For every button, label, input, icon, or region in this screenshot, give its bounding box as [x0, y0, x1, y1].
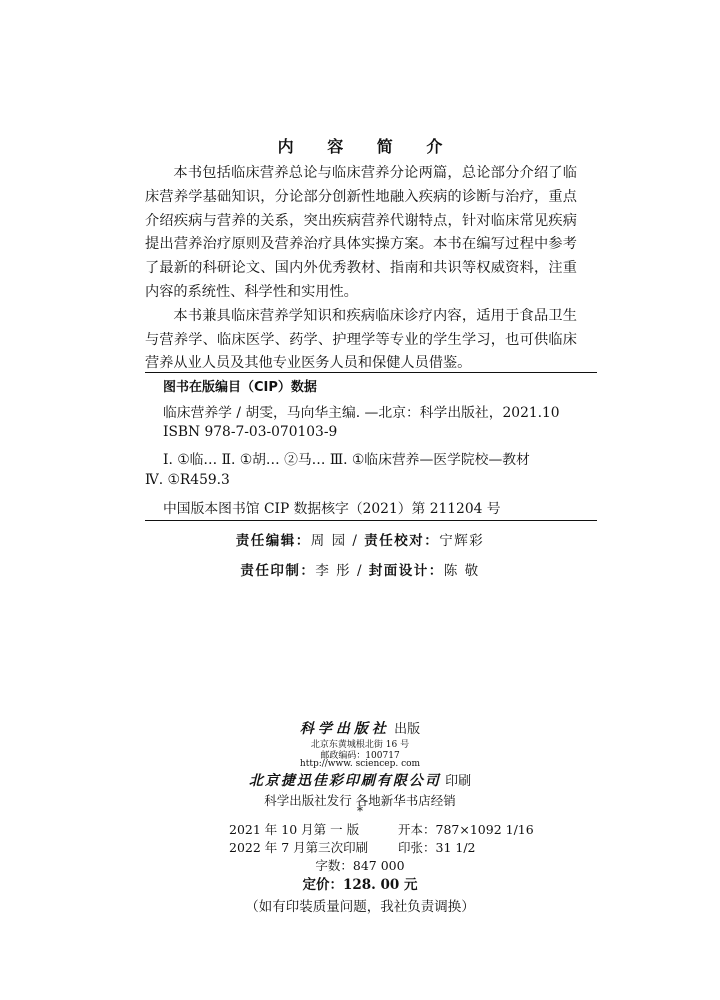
publisher-line	[0, 718, 720, 738]
staff-line-production: 责任印制：李 彤 / 封面设计：陈 敬	[240, 563, 480, 579]
staff-line-editors: 责任编辑：周 园 / 责任校对：宁辉彩	[235, 533, 485, 549]
printing-third: 2022 年 7 月第三次印刷	[229, 840, 369, 855]
intro-paragraph-2: 本书兼具临床营养学知识和疾病临床诊疗内容，适用于食品卫生与营养学、临床医学、药学、护理学等专业的学生学习，也可供临床营养从业人员及其他专业医务人员和保健人员借鉴。	[145, 307, 577, 372]
cip-title-line: 临床营养学 / 胡雯，马向华主编. —北京：科学出版社，2021.10	[163, 405, 560, 421]
intro-paragraph-1: 本书包括临床营养总论与临床营养分论两篇，总论部分介绍了临床营养学基础知识，分论部分创新性地融入疾病的诊断与治疗，重点介绍疾病与营养的关系，突出疾病营养代谢特点，针对临床常见疾病提出营养治疗原则及营养治疗具体实操方案。本书在编写过程中参考了最新的科研论文、国内外优秀教材、指南和共识等权威资料，注重内容的系统性、科学性和实用性。	[145, 165, 577, 300]
cover-name: 陈 敬	[443, 563, 480, 579]
proof-name: 宁辉彩	[439, 533, 485, 549]
quality-note: （如有印装质量问题，我社负责调换）	[245, 899, 475, 915]
price-line	[0, 873, 720, 893]
cip-top-rule	[145, 372, 597, 373]
editor-name: 周 园	[310, 533, 347, 549]
distribution-line: 科学出版社发行 各地新华书店经销	[264, 793, 456, 808]
cip-bottom-rule	[145, 520, 597, 521]
cip-record-number: 中国版本图书馆 CIP 数据核字（2021）第 211204 号	[163, 501, 501, 517]
publisher-postcode: 邮政编码：100717	[320, 751, 400, 761]
edition-first: 2021 年 10 月第 一 版	[229, 822, 360, 837]
editor-label: 责任编辑：	[235, 533, 311, 549]
proof-label: 责任校对：	[364, 533, 440, 549]
printer-company: 北京捷迅佳彩印刷有限公司	[248, 773, 441, 789]
intro-text	[145, 162, 577, 376]
page-title: 内 容 简 介	[277, 137, 457, 156]
word-count: 字数：847 000	[315, 858, 405, 873]
print-label: 责任印制：	[240, 563, 316, 579]
printer-line	[0, 770, 720, 790]
cip-heading: 图书在版编目（CIP）数据	[163, 380, 317, 395]
publisher-url: http://www. sciencep. com	[299, 759, 421, 769]
publisher-address: 北京东黄城根北街 16 号	[310, 740, 410, 750]
price-value: 128. 00 元	[342, 877, 418, 893]
publisher-name: 科学出版社	[299, 721, 390, 737]
printer-name: 李 彤	[315, 563, 352, 579]
publisher-suffix: 出版	[394, 722, 421, 737]
cover-label: 封面设计：	[368, 563, 444, 579]
printer-suffix: 印刷	[445, 774, 472, 789]
price-label: 定价：	[302, 877, 343, 893]
cip-isbn: ISBN 978-7-03-070103-9	[163, 424, 338, 440]
printed-sheets: 印张：31 1/2	[398, 840, 476, 855]
separator-star: *	[357, 804, 363, 818]
book-format: 开本：787×1092 1/16	[398, 822, 534, 837]
cip-classification-2: Ⅳ. ①R459.3	[145, 472, 230, 488]
cip-classification-1: Ⅰ. ①临… Ⅱ. ①胡… ②马… Ⅲ. ①临床营养—医学院校—教材	[163, 452, 530, 468]
